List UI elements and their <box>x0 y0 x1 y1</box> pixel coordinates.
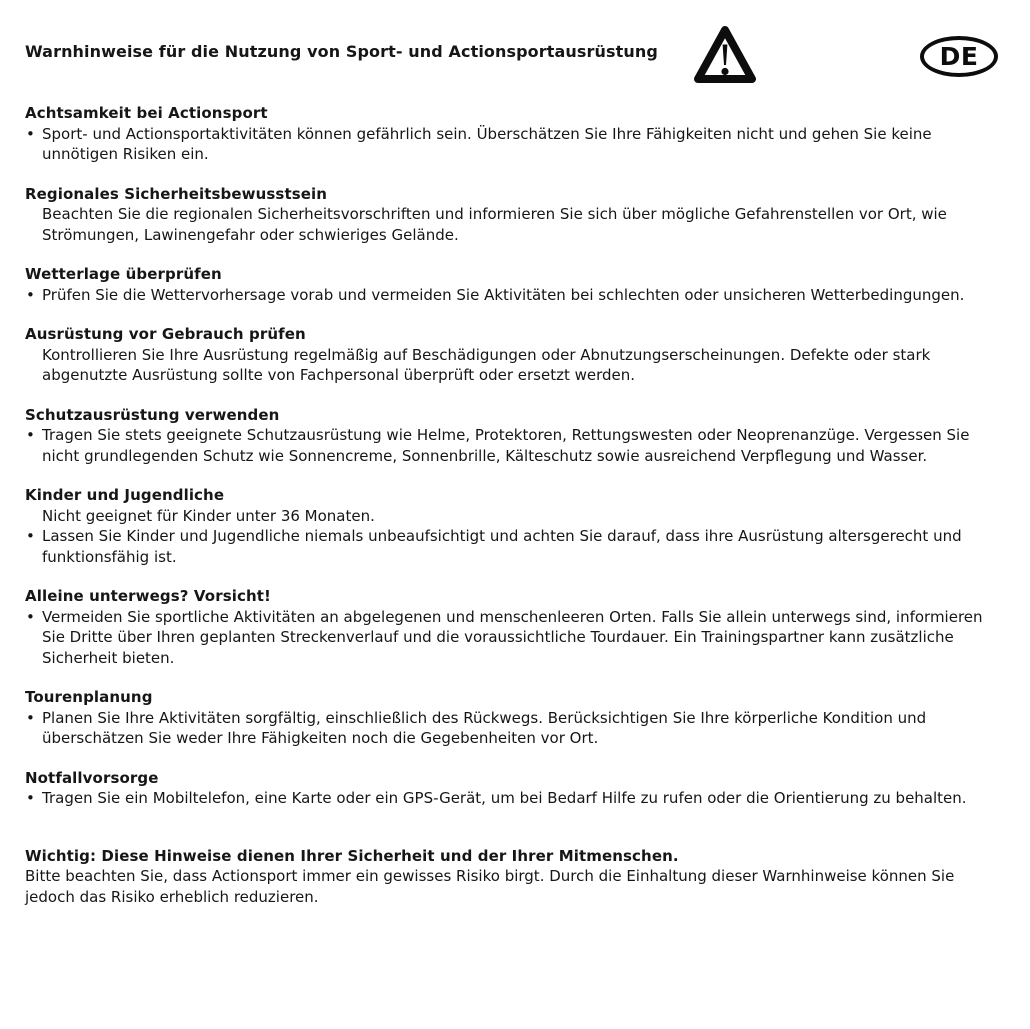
section-item <box>25 124 997 165</box>
section-item <box>25 425 997 466</box>
section-item-text: Sport- und Actionsportaktivitäten können gefährlich sein. Überschätzen Sie Ihre Fähigkeiten nicht und gehen Sie keine unnötigen Risiken ein. <box>42 124 932 163</box>
warning-section <box>25 485 997 567</box>
warning-triangle-icon <box>693 23 757 87</box>
section-item-text: Lassen Sie Kinder und Jugendliche niemals unbeaufsichtigt und achten Sie darauf, dass ihre Ausrüstung altersgerecht und funktionsfähig ist. <box>42 527 962 566</box>
section-item <box>25 526 997 567</box>
bullet-marker: • <box>26 124 35 143</box>
warning-sections <box>25 103 997 809</box>
page-footer <box>25 846 997 908</box>
section-item-text: Tragen Sie ein Mobiltelefon, eine Karte oder ein GPS-Gerät, um bei Bedarf Hilfe zu rufen oder die Orientierung zu behalten. <box>42 789 967 807</box>
section-item <box>25 607 997 669</box>
section-heading: Regionales Sicherheitsbewusstsein <box>25 184 328 203</box>
section-heading: Tourenplanung <box>25 688 153 706</box>
section-item-text: Planen Sie Ihre Aktivitäten sorgfältig, einschließlich des Rückwegs. Berücksichtigen Sie Ihre körperliche Kondition und überschätzen Sie weder Ihre Fähigkeiten noch die Gegebenheiten vor Ort. <box>42 708 927 747</box>
section-item-text: Tragen Sie stets geeignete Schutzausrüstung wie Helme, Protektoren, Rettungswesten oder Neoprenanzüge. Vergessen Sie nicht grundlegenden Schutz wie Sonnencreme, Sonnenbrille, Kälteschutz sowie ausreichend Verpflegung und Wasser. <box>42 426 970 465</box>
section-item <box>25 506 997 527</box>
de-oval-badge <box>920 36 998 77</box>
section-heading: Ausrüstung vor Gebrauch prüfen <box>25 325 306 343</box>
footer-text: Bitte beachten Sie, dass Actionsport immer ein gewisses Risiko birgt. Durch die Einhaltung dieser Warnhinweise können Sie jedoch das Risiko erheblich reduzieren. <box>25 867 955 906</box>
section-item-text: Vermeiden Sie sportliche Aktivitäten an abgelegenen und menschenleeren Orten. Falls Sie allein unterwegs sind, informieren Sie Dritte über Ihren geplanten Streckenverlauf und die voraussichtliche Tourdauer. Ein Trainingspartner kann zusätzliche Sicherheit bieten. <box>42 607 983 667</box>
page-header <box>25 0 997 103</box>
bullet-marker: • <box>26 285 35 304</box>
section-item <box>25 708 997 749</box>
section-heading: Alleine unterwegs? Vorsicht! <box>25 587 271 605</box>
section-heading: Schutzausrüstung verwenden <box>25 405 280 424</box>
section-item-text: Beachten Sie die regionalen Sicherheitsvorschriften und informieren Sie sich über mögliche Gefahrenstellen vor Ort, wie Strömungen, Lawinengefahr oder schwieriges Gelände. <box>42 205 947 244</box>
section-item-text: Nicht geeignet für Kinder unter 36 Monaten. <box>42 506 375 525</box>
warning-section <box>25 586 997 668</box>
de-badge-label: DE <box>939 41 979 71</box>
section-heading: Achtsamkeit bei Actionsport <box>25 104 268 122</box>
warning-section <box>25 687 997 749</box>
section-item <box>25 788 997 809</box>
section-heading: Kinder und Jugendliche <box>25 486 225 504</box>
section-item <box>25 204 997 245</box>
bullet-marker: • <box>26 708 35 727</box>
section-item-text: Kontrollieren Sie Ihre Ausrüstung regelmäßig auf Beschädigungen oder Abnutzungserscheinungen. Defekte oder stark abgenutzte Ausrüstung sollte von Fachpersonal überprüft oder ersetzt werden. <box>42 345 931 384</box>
section-heading: Notfallvorsorge <box>25 768 159 787</box>
bullet-marker: • <box>26 527 35 545</box>
bullet-marker: • <box>26 789 35 807</box>
section-item <box>25 345 997 386</box>
warning-section <box>25 324 997 386</box>
footer-heading: Wichtig: Diese Hinweise dienen Ihrer Sicherheit und der Ihrer Mitmenschen. <box>25 846 679 865</box>
warning-section <box>25 405 997 467</box>
warning-section <box>25 103 997 165</box>
section-item <box>25 285 997 306</box>
bullet-marker: • <box>26 607 35 626</box>
section-heading: Wetterlage überprüfen <box>25 265 222 283</box>
bullet-marker: • <box>26 426 35 444</box>
page-title: Warnhinweise für die Nutzung von Sport- und Actionsportausrüstung <box>25 42 658 61</box>
section-item-text: Prüfen Sie die Wettervorhersage vorab und vermeiden Sie Aktivitäten bei schlechten oder unsicheren Wetterbedingungen. <box>42 285 965 304</box>
warning-section <box>25 768 997 809</box>
warning-section <box>25 264 997 305</box>
warning-section <box>25 184 997 246</box>
